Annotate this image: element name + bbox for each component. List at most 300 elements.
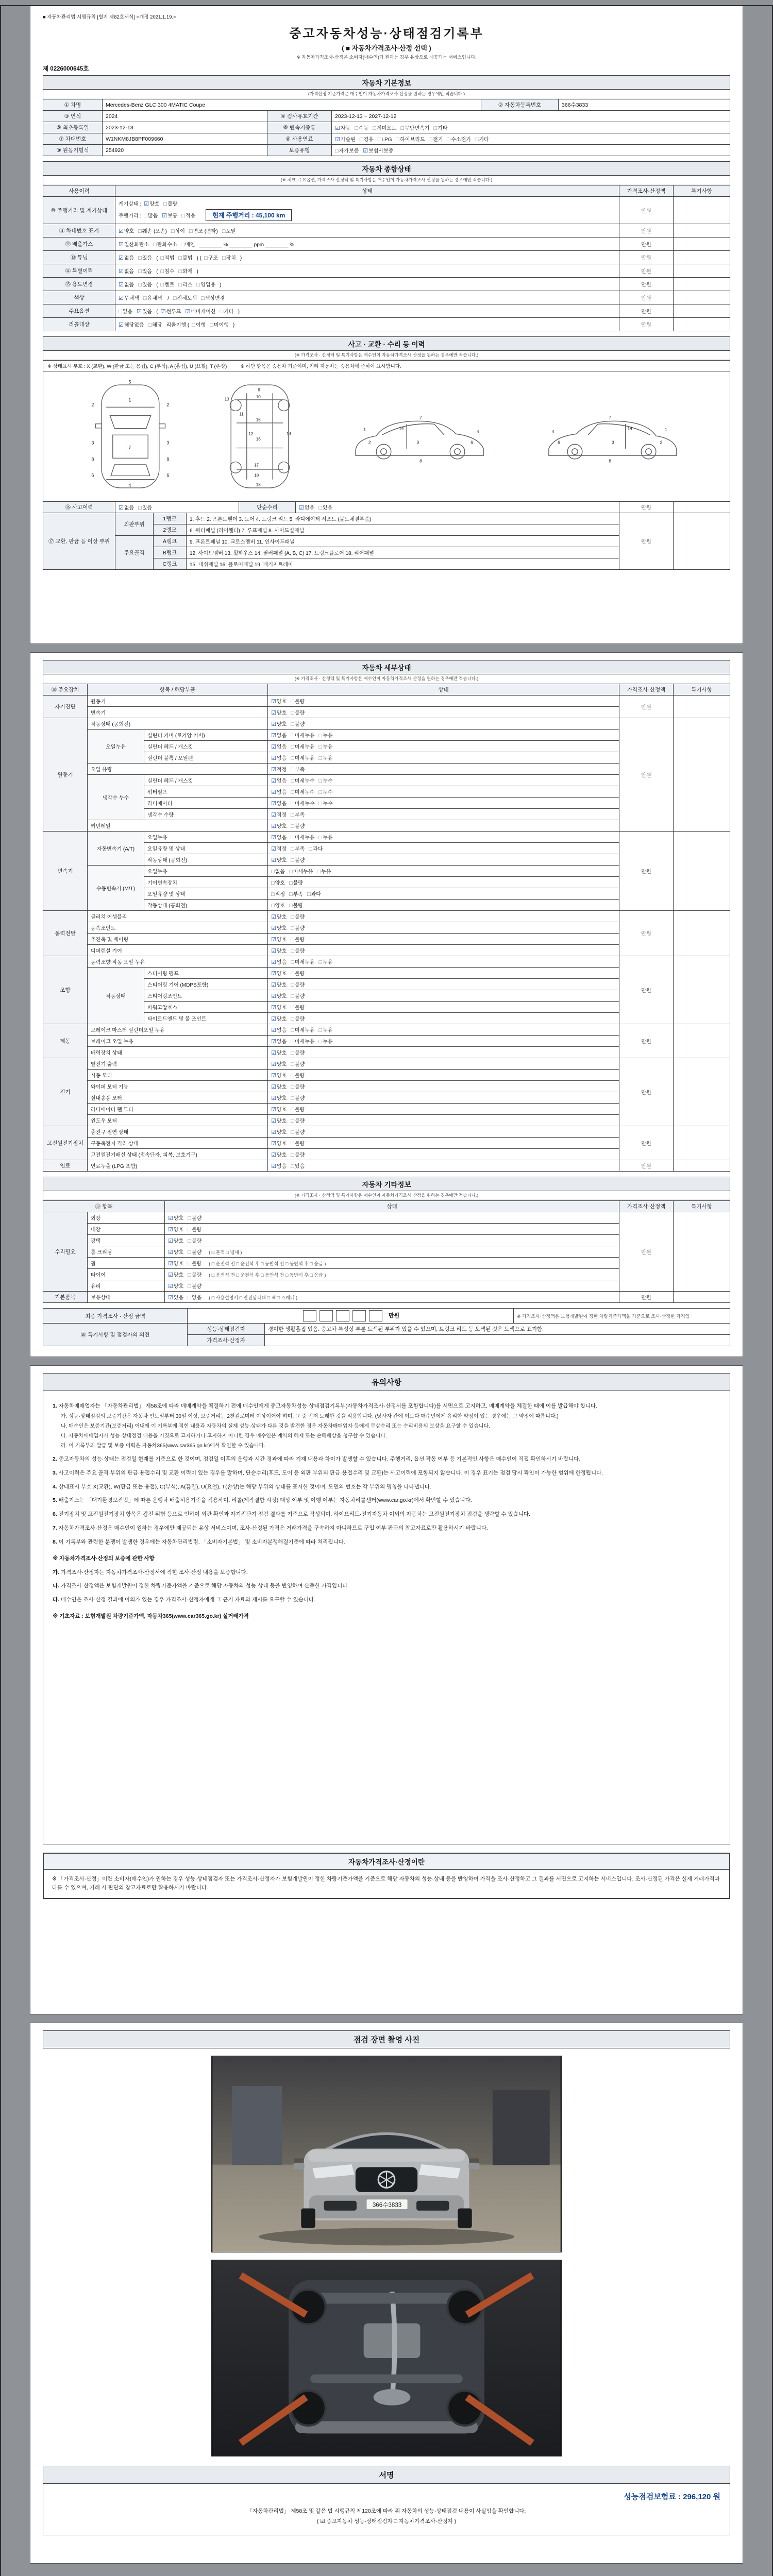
option-양호[interactable]: ☑양호 <box>271 1107 287 1113</box>
remarks-text: 경미한 생활흠집 있음. 중고차 특성상 부분 도색된 부위가 있을 수 있으며, 트렁크 리드 등 도색된 것은 도색으로 표기함. <box>265 1324 730 1335</box>
svg-text:4: 4 <box>128 483 131 488</box>
checkbox-icon: ☑ <box>271 733 276 739</box>
price-amount-cell: 만원 <box>619 1024 674 1058</box>
option-양호[interactable]: ☑양호 <box>168 1215 184 1222</box>
option-불량[interactable]: □불량 <box>188 1238 202 1244</box>
option-없음[interactable]: ☑없음 <box>119 268 135 275</box>
option-불량[interactable]: □불량 <box>188 1272 202 1278</box>
option-구조[interactable]: □구조 <box>204 255 218 261</box>
option-해당[interactable]: □해당 <box>148 322 162 328</box>
option-해당없음[interactable]: ☑해당없음 <box>119 322 144 328</box>
option-미세누수[interactable]: □미세누수 <box>291 778 315 784</box>
option-불량[interactable]: □불량 <box>291 1016 305 1022</box>
basic-row <box>43 99 730 111</box>
option-있음[interactable]: ☑있음 <box>168 1295 184 1301</box>
checkbox-icon: □ <box>291 1141 294 1147</box>
checkbox-icon: □ <box>144 213 147 219</box>
option-보통[interactable]: ☑보통 <box>162 213 178 219</box>
option-적정[interactable]: ☑적정 <box>271 846 287 852</box>
notice-item: 4. 상태표시 부호 X(교환), W(판금 또는 용접), C(부식), A(흠집), U(요철), T(손상)는 해당 부위의 상태를 표시한 것이며, 도면의 번호는 각 부위의 명칭을 나타냅니다. <box>53 1483 431 1490</box>
inspection-item: 변속기 <box>88 707 268 718</box>
option-없음[interactable]: ☑없음 <box>119 282 135 288</box>
checkbox-icon: ☑ <box>271 982 276 988</box>
option-불법[interactable]: □불법 <box>178 255 193 261</box>
option-리스[interactable]: □리스 <box>178 282 193 288</box>
rank-grade: A랭크 <box>154 536 187 547</box>
option-있음[interactable]: □있음 <box>138 268 153 275</box>
option-양호[interactable]: ☑양호 <box>271 857 287 863</box>
inspection-item: 내장 <box>88 1224 165 1235</box>
option-훼손 (오손)[interactable]: □훼손 (오손) <box>138 228 167 234</box>
option-양호[interactable]: ☑양호 <box>168 1283 184 1290</box>
option-불량[interactable]: □불량 <box>291 948 305 954</box>
device-name: 전기 <box>43 1058 88 1126</box>
option-전체도색[interactable]: □전체도색 <box>173 295 197 301</box>
option-누유[interactable]: □누유 <box>318 744 333 750</box>
checkbox-icon: ☑ <box>271 721 276 727</box>
inspection-item: 커먼레일 <box>88 820 268 832</box>
rank-items: 6. 쿼터패널 (리어휀더) 7. 루프패널 8. 사이드실패널 <box>187 524 619 536</box>
inspection-state: ☑양호 □불량 ( □ 흔적 □ 냄새 ) <box>165 1246 619 1258</box>
inspection-item: 스티어링 기어 (MDPS포함) <box>144 979 268 990</box>
page-1 <box>30 5 743 644</box>
option-양호[interactable]: ☑양호 <box>271 1118 287 1124</box>
checkbox-icon: ☑ <box>271 925 276 931</box>
option-자동[interactable]: ☑자동 <box>335 125 351 131</box>
remark-cell <box>674 197 730 224</box>
inspection-state <box>268 1126 619 1138</box>
device-subgroup: 작동상태 <box>88 968 144 1024</box>
checkbox-icon: □ <box>400 125 405 131</box>
option-없음[interactable]: ☑없음 <box>271 744 287 750</box>
pricing-info-body: ※ 「가격조사·산정」이란 소비자(매수인)가 원하는 경우 성능·상태점검자 또는 가격조사·산정자가 보험개발원이 정한 차량기준가액을 기준으로 해당 자동차의 성능·상태 등을 반영하여 가격을 조사·산정하고 그 결과를 서면으로 고지하는 서비스입니다. 조사·산정된 가격은 실제 거래가격과 다를 수 있으며, 거래 시 판단의 참고자료로만 활용하시기 바랍니다. <box>52 1876 720 1891</box>
checkbox-icon: □ <box>447 137 451 143</box>
pricing-info-title: 자동차가격조사·산정이란 <box>44 1854 729 1870</box>
option-탄화수소[interactable]: □탄화수소 <box>153 242 177 248</box>
price-digit-box[interactable] <box>320 1310 333 1321</box>
option-불량[interactable]: □불량 <box>188 1227 202 1233</box>
checkbox-icon: ☑ <box>271 1005 276 1011</box>
option-누유[interactable]: □누유 <box>318 835 333 841</box>
document-number: 제 0226000645호 <box>43 66 89 72</box>
inspection-state <box>268 696 619 707</box>
comp-row <box>43 238 730 251</box>
option-누유[interactable]: □누유 <box>317 869 331 875</box>
option-많음[interactable]: □많음 <box>144 213 158 219</box>
option-누수[interactable]: □누수 <box>318 801 333 807</box>
option-불량[interactable]: □불량 <box>291 1107 305 1113</box>
option-양호[interactable]: ☑양호 <box>271 1084 287 1090</box>
checkbox-icon: □ <box>291 846 294 852</box>
checkbox-icon: □ <box>291 857 294 863</box>
option-있음[interactable]: □있음 <box>138 505 153 511</box>
option-양호[interactable]: □양호 <box>271 880 285 886</box>
inspection-item: 실린더 커버 (로커암 커버) <box>144 730 268 741</box>
option-양호[interactable]: ☑양호 <box>144 201 160 207</box>
checkbox-icon: ☑ <box>271 1141 276 1147</box>
svg-text:6: 6 <box>91 472 94 478</box>
option-양호[interactable]: ☑양호 <box>168 1227 184 1233</box>
option-무단변속기[interactable]: □무단변속기 <box>400 125 430 131</box>
checkbox-icon: ☑ <box>271 1039 276 1045</box>
inspection-state: ☑양호 □불량 ( □ 운전석 전 □ 운전석 후 □ 동반석 전 □ 동반석 후 □ 응급 ) <box>165 1258 619 1269</box>
option-불량[interactable]: □불량 <box>188 1249 202 1256</box>
checkbox-icon: □ <box>359 137 363 143</box>
option-불량[interactable]: □불량 <box>291 1005 305 1011</box>
option-불량[interactable]: □불량 <box>188 1261 202 1267</box>
basic-row <box>43 111 730 122</box>
option-누유[interactable]: □누유 <box>318 1039 333 1045</box>
field-options <box>332 145 730 156</box>
device-name: 제동 <box>43 1024 88 1058</box>
comp-col-remark: 특기사항 <box>674 185 730 197</box>
option-상이[interactable]: □상이 <box>171 228 185 234</box>
option-부족[interactable]: □부족 <box>291 812 305 818</box>
device-name: 조향 <box>43 956 88 1024</box>
option-경유[interactable]: □경유 <box>359 137 374 143</box>
inspection-item: 냉각수 수량 <box>144 809 268 820</box>
option-부족[interactable]: □부족 <box>291 767 305 773</box>
inspection-item: 외장 <box>88 1212 165 1224</box>
option-불량[interactable]: □불량 <box>291 1084 305 1090</box>
garage-door <box>232 2086 282 2165</box>
option-누유[interactable]: □누유 <box>318 733 333 739</box>
checkbox-icon: ☑ <box>271 1073 276 1079</box>
option-기타[interactable]: □기타 <box>433 125 448 131</box>
option-있음[interactable]: ☑있음 <box>136 309 153 315</box>
option-침수[interactable]: □침수 <box>160 268 175 275</box>
option-매연[interactable]: □매연 <box>181 242 195 248</box>
field-value: W1NKM8JB8PF009660 <box>103 133 267 145</box>
option-양호[interactable]: ☑양호 <box>271 721 287 727</box>
option-양호[interactable]: ☑양호 <box>271 993 287 999</box>
option-없음[interactable]: □없음 <box>188 1295 202 1301</box>
option-불량[interactable]: □불량 <box>291 710 305 716</box>
option-이행[interactable]: □이행 <box>192 322 206 328</box>
option-양호[interactable]: ☑양호 <box>271 699 287 705</box>
option-렌트[interactable]: □렌트 <box>160 282 175 288</box>
price-digit-box[interactable] <box>336 1310 349 1321</box>
option-네비게이션[interactable]: ☑네비게이션 <box>185 309 216 315</box>
option-색상변경[interactable]: □색상변경 <box>201 295 225 301</box>
device-subgroup: 냉각수 누수 <box>88 775 144 820</box>
option-누유[interactable]: □누유 <box>318 755 333 761</box>
option-있음[interactable]: □있음 <box>138 282 153 288</box>
price-digit-box[interactable] <box>369 1310 382 1321</box>
option-도말[interactable]: □도말 <box>222 228 236 234</box>
rank-grade: B랭크 <box>154 547 187 558</box>
option-LPG[interactable]: □LPG <box>377 137 392 143</box>
option-양호[interactable]: ☑양호 <box>271 971 287 977</box>
checkbox-icon: □ <box>188 1227 191 1233</box>
option-없음[interactable]: ☑없음 <box>271 835 287 841</box>
inspection-item: 클러치 어셈블리 <box>88 911 268 922</box>
option-누유[interactable]: □누유 <box>318 959 333 965</box>
price-amount-cell: 만원 <box>619 1212 674 1292</box>
option-양호[interactable]: ☑양호 <box>271 914 287 920</box>
option-양호[interactable]: ☑양호 <box>271 937 287 943</box>
option-양호[interactable]: ☑양호 <box>271 1141 287 1147</box>
option-양호[interactable]: ☑양호 <box>271 982 287 988</box>
option-불량[interactable]: □불량 <box>291 699 305 705</box>
page-2 <box>30 652 743 1357</box>
option-적정[interactable]: ☑적정 <box>271 767 287 773</box>
detail-row <box>43 718 730 730</box>
option-양호[interactable]: ☑양호 <box>271 1152 287 1158</box>
option-자가보증[interactable]: □자가보증 <box>335 148 359 154</box>
option-없음[interactable]: □없음 <box>271 869 285 875</box>
option-없음[interactable]: ☑없음 <box>271 778 287 784</box>
option-미세누유[interactable]: □미세누유 <box>291 1039 315 1045</box>
inspection-item: 라디에이터 팬 모터 <box>88 1104 268 1115</box>
inspection-item: 충전구 절연 상태 <box>88 1126 268 1138</box>
option-영업용[interactable]: □영업용 <box>196 282 216 288</box>
option-하이브리드[interactable]: □하이브리드 <box>396 137 425 143</box>
inspection-item: 추진축 및 베어링 <box>88 934 268 945</box>
option-양호[interactable]: ☑양호 <box>168 1261 184 1267</box>
inspection-state <box>268 990 619 1002</box>
checkbox-icon: □ <box>153 242 157 248</box>
comp-row <box>43 304 730 318</box>
option-없음[interactable]: ☑없음 <box>271 1163 287 1170</box>
checkbox-icon: □ <box>318 835 323 841</box>
option-없음[interactable]: ☑없음 <box>271 801 287 807</box>
inspection-item: 스티어링 펌프 <box>144 968 268 979</box>
inspection-item: 브레이크 오일 누유 <box>88 1036 268 1047</box>
option-불량[interactable]: □불량 <box>291 1050 305 1056</box>
option-적정[interactable]: □적정 <box>271 891 285 897</box>
option-양호[interactable]: ☑양호 <box>271 1095 287 1101</box>
svg-text:1: 1 <box>128 397 131 403</box>
option-없음[interactable]: ☑없음 <box>271 1039 287 1045</box>
option-없음[interactable]: ☑없음 <box>119 255 135 261</box>
option-불량[interactable]: □불량 <box>291 1095 305 1101</box>
accident-section-header <box>43 336 730 360</box>
inspection-item: 등속조인트 <box>88 922 268 934</box>
option-불량[interactable]: □불량 <box>188 1283 202 1290</box>
checkbox-icon: ☑ <box>271 812 276 818</box>
option-불량[interactable]: □불량 <box>291 823 305 829</box>
option-양호[interactable]: □양호 <box>271 903 285 909</box>
option-없음[interactable]: ☑없음 <box>119 505 135 511</box>
basic-row <box>43 133 730 145</box>
option-과다[interactable]: □과다 <box>309 846 323 852</box>
option-양호[interactable]: ☑양호 <box>271 925 287 931</box>
remark-cell <box>674 1160 730 1172</box>
checkbox-icon: □ <box>291 1016 294 1022</box>
option-가솔린[interactable]: ☑가솔린 <box>335 137 356 143</box>
price-digit-box[interactable] <box>303 1310 316 1321</box>
option-양호[interactable]: ☑양호 <box>271 823 287 829</box>
option-미세누유[interactable]: □미세누유 <box>289 869 313 875</box>
notice-section-title: 유의사항 <box>43 1373 730 1391</box>
checkbox-icon: □ <box>291 835 294 841</box>
option-불량[interactable]: □불량 <box>291 1118 305 1124</box>
option-미이행[interactable]: □미이행 <box>210 322 229 328</box>
inspection-state <box>268 854 619 866</box>
option-양호[interactable]: ☑양호 <box>271 1061 287 1067</box>
option-썬루프[interactable]: ☑썬루프 <box>160 309 181 315</box>
option-없음[interactable]: ☑없음 <box>271 733 287 739</box>
checkbox-icon: □ <box>181 213 186 219</box>
option-미세누유[interactable]: □미세누유 <box>291 1027 315 1033</box>
remark-cell <box>674 1292 730 1303</box>
checkbox-icon: □ <box>318 789 323 795</box>
option-불량[interactable]: □불량 <box>291 982 305 988</box>
checkbox-icon: □ <box>188 1238 191 1244</box>
checkbox-icon: □ <box>173 295 177 301</box>
option-불량[interactable]: □불량 <box>291 937 305 943</box>
option-양호[interactable]: ☑양호 <box>119 228 135 234</box>
option-없음[interactable]: ☑없음 <box>271 959 287 965</box>
garage-shelf <box>493 2090 550 2165</box>
checkbox-icon: □ <box>291 1095 294 1101</box>
option-불량[interactable]: □불량 <box>188 1215 202 1222</box>
inspection-item: 발전기 출력 <box>88 1058 268 1070</box>
option-양호[interactable]: ☑양호 <box>168 1238 184 1244</box>
option-있음[interactable]: □있음 <box>318 505 333 511</box>
other-table <box>43 1200 730 1303</box>
option-수동[interactable]: □수동 <box>355 125 369 131</box>
option-양호[interactable]: ☑양호 <box>271 1050 287 1056</box>
svg-text:8: 8 <box>419 458 422 464</box>
option-양호[interactable]: ☑양호 <box>271 1073 287 1079</box>
final-price-label: 최종 가격조사 · 산정 금액 <box>43 1309 188 1324</box>
option-미세누유[interactable]: □미세누유 <box>291 733 315 739</box>
checkbox-icon: □ <box>138 268 142 275</box>
checkbox-icon: ☑ <box>271 1118 276 1124</box>
form-reference-line: ■ 자동차관리법 시행규칙 [별지 제82호서식] <개정 2021.1.19.> <box>43 14 176 20</box>
option-없음[interactable]: ☑없음 <box>271 755 287 761</box>
usage-item-state: ☑없음 □있음 ( □렌트 □리스 □영업용 ) <box>115 278 619 291</box>
option-전기[interactable]: □전기 <box>429 137 443 143</box>
price-amount-cell: 만원 <box>619 718 674 832</box>
other-category: 기본품목 <box>43 1292 88 1303</box>
detail-table <box>43 684 730 1172</box>
option-불량[interactable]: □불량 <box>291 1061 305 1067</box>
option-있음[interactable]: □있음 <box>291 1163 305 1170</box>
option-불량[interactable]: □불량 <box>291 914 305 920</box>
checkbox-icon: □ <box>189 228 193 234</box>
option-불량[interactable]: □불량 <box>163 201 178 207</box>
option-미세누유[interactable]: □미세누유 <box>291 744 315 750</box>
option-적정[interactable]: ☑적정 <box>271 812 287 818</box>
option-기타[interactable]: □기타 <box>475 137 489 143</box>
svg-text:7: 7 <box>128 445 131 450</box>
option-적법[interactable]: □적법 <box>160 255 175 261</box>
option-적음[interactable]: □적음 <box>181 213 196 219</box>
option-없음[interactable]: ☑없음 <box>299 505 315 511</box>
option-불량[interactable]: □불량 <box>291 1152 305 1158</box>
checkbox-icon: □ <box>143 295 147 301</box>
option-불량[interactable]: □불량 <box>291 721 305 727</box>
checkbox-icon: □ <box>291 1005 294 1011</box>
option-수소전기[interactable]: □수소전기 <box>447 137 471 143</box>
usage-item-state <box>115 224 619 238</box>
option-불량[interactable]: □불량 <box>291 857 305 863</box>
option-미세누유[interactable]: □미세누유 <box>291 835 315 841</box>
option-없음[interactable]: □없음 <box>119 309 132 315</box>
inspection-state <box>268 922 619 934</box>
option-미세누수[interactable]: □미세누수 <box>291 801 315 807</box>
option-보험사보증[interactable]: ☑보험사보증 <box>363 148 394 154</box>
basic-row <box>43 122 730 133</box>
price-digit-box[interactable] <box>352 1310 366 1321</box>
option-양호[interactable]: ☑양호 <box>271 1005 287 1011</box>
option-미세누수[interactable]: □미세누수 <box>291 789 315 795</box>
svg-text:2: 2 <box>91 402 94 408</box>
option-과다[interactable]: □과다 <box>307 891 321 897</box>
option-불량[interactable]: □불량 <box>291 971 305 977</box>
checkbox-icon: ☑ <box>271 914 276 920</box>
option-있음[interactable]: □있음 <box>138 255 153 261</box>
detail-col-state: 상태 <box>268 684 619 696</box>
price-amount-cell: 만원 <box>619 1160 674 1172</box>
checkbox-icon: □ <box>291 744 294 750</box>
inspection-state <box>268 1115 619 1126</box>
option-양호[interactable]: ☑양호 <box>168 1249 184 1256</box>
option-부족[interactable]: □부족 <box>289 891 303 897</box>
remark-cell <box>674 513 730 570</box>
option-일산화탄소[interactable]: ☑일산화탄소 <box>119 242 149 248</box>
option-장치[interactable]: □장치 <box>222 255 236 261</box>
svg-text:16: 16 <box>256 437 261 442</box>
field-value: 2023-12-13 ~ 2027-12-12 <box>332 111 730 122</box>
checkbox-icon: □ <box>291 959 294 965</box>
option-미세누유[interactable]: □미세누유 <box>291 755 315 761</box>
option-무채색[interactable]: ☑무채색 <box>119 295 139 301</box>
option-불량[interactable]: □불량 <box>291 993 305 999</box>
inspection-state <box>268 888 619 900</box>
checkbox-icon: ☑ <box>335 137 340 143</box>
option-양호[interactable]: ☑양호 <box>271 1016 287 1022</box>
option-양호[interactable]: ☑양호 <box>168 1272 184 1278</box>
rank-table <box>43 513 730 570</box>
option-유채색[interactable]: □유채색 <box>143 295 162 301</box>
option-누수[interactable]: □누수 <box>318 789 333 795</box>
rank-grade: 1랭크 <box>154 513 187 524</box>
option-기타[interactable]: □기타 <box>220 309 234 315</box>
notice-item: 다. 매수인은 조사·산정 결과에 이의가 있는 경우 가격조사·산정자에게 그 근거 자료의 제시를 요구할 수 있습니다. <box>53 1597 316 1603</box>
checkbox-icon: ☑ <box>271 835 276 841</box>
option-불량[interactable]: □불량 <box>289 903 303 909</box>
option-불량[interactable]: □불량 <box>291 1073 305 1079</box>
comp-row <box>43 197 730 224</box>
option-없음[interactable]: ☑없음 <box>271 789 287 795</box>
option-변조 (변타)[interactable]: □변조 (변타) <box>189 228 218 234</box>
inspection-state <box>268 786 619 798</box>
checkbox-icon: ☑ <box>119 322 124 328</box>
checkbox-icon: □ <box>291 1107 294 1113</box>
option-부족[interactable]: □부족 <box>291 846 305 852</box>
option-누수[interactable]: □누수 <box>318 778 333 784</box>
option-불량[interactable]: □불량 <box>289 880 303 886</box>
option-누유[interactable]: □누유 <box>318 1027 333 1033</box>
option-불량[interactable]: □불량 <box>291 1141 305 1147</box>
option-불량[interactable]: □불량 <box>291 1129 305 1136</box>
option-미세누유[interactable]: □미세누유 <box>291 959 315 965</box>
detail-row <box>43 911 730 922</box>
option-양호[interactable]: ☑양호 <box>271 710 287 716</box>
option-없음[interactable]: ☑없음 <box>271 1027 287 1033</box>
option-세미오토[interactable]: □세미오토 <box>373 125 397 131</box>
option-불량[interactable]: □불량 <box>291 925 305 931</box>
inspection-item: 파워고압호스 <box>144 1002 268 1013</box>
option-화재[interactable]: □화재 <box>178 268 193 275</box>
option-양호[interactable]: ☑양호 <box>271 1129 287 1136</box>
option-양호[interactable]: ☑양호 <box>271 948 287 954</box>
inspection-item: 타이로드엔드 및 볼 조인트 <box>144 1013 268 1024</box>
